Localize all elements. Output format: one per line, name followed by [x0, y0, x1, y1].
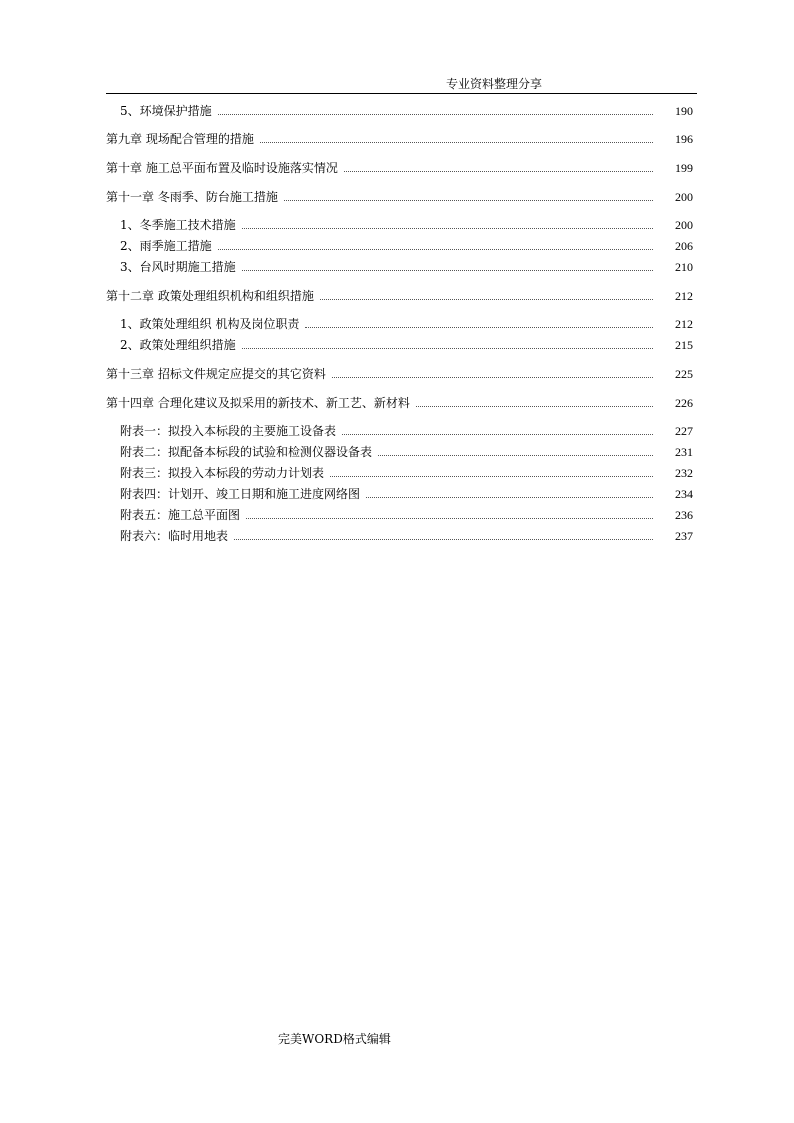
toc-entry[interactable]	[120, 315, 693, 331]
toc-entry-label: 附表四：计划开、竣工日期和施工进度网络图	[120, 487, 361, 501]
dot-leader	[284, 200, 653, 201]
dot-leader	[246, 518, 653, 519]
toc-entry-label: 第十一章 冬雨季、防台施工措施	[106, 190, 278, 204]
toc-entry[interactable]	[120, 506, 693, 522]
toc-entry[interactable]	[120, 422, 693, 438]
toc-entry-label: 2、政策处理组织措施	[120, 338, 236, 352]
toc-entry-label: 5、环境保护措施	[120, 104, 212, 118]
dot-leader	[344, 171, 653, 172]
toc-entry-label: 2、雨季施工措施	[120, 239, 212, 253]
toc-entry[interactable]	[106, 159, 693, 175]
toc-entry-label: 附表五：施工总平面图	[120, 508, 241, 522]
dot-leader	[332, 377, 653, 378]
toc-entry-label: 1、政策处理组织 机构及岗位职责	[120, 317, 300, 331]
toc-entry[interactable]	[120, 258, 693, 274]
dot-leader	[234, 539, 653, 540]
toc-page-number: 206	[675, 239, 693, 253]
toc-entry[interactable]	[120, 102, 693, 118]
toc-entry-label: 第十二章 政策处理组织机构和组织措施	[106, 289, 314, 303]
dot-leader	[242, 228, 653, 229]
toc-entry-label: 第九章 现场配合管理的措施	[106, 132, 254, 146]
toc-entry-label: 附表三：拟投入本标段的劳动力计划表	[120, 466, 325, 480]
toc-page-number: 227	[675, 424, 693, 438]
toc-entry-label: 附表二：拟配备本标段的试验和检测仪器设备表	[120, 445, 373, 459]
dot-leader	[218, 249, 653, 250]
toc-entry[interactable]	[120, 237, 693, 253]
dot-leader	[366, 497, 653, 498]
dot-leader	[218, 114, 653, 115]
toc-entry[interactable]	[106, 188, 693, 204]
dot-leader	[416, 406, 653, 407]
toc-entry-label: 附表一：拟投入本标段的主要施工设备表	[120, 424, 337, 438]
dot-leader	[342, 434, 653, 435]
toc-page-number: 199	[675, 161, 693, 175]
toc-page-number: 234	[675, 487, 693, 501]
toc-entry[interactable]	[120, 527, 693, 543]
toc-entry[interactable]	[120, 216, 693, 232]
header-rule	[106, 93, 697, 94]
toc-entry-label: 第十章 施工总平面布置及临时设施落实情况	[106, 161, 338, 175]
toc-entry[interactable]	[120, 336, 693, 352]
dot-leader	[242, 270, 653, 271]
toc-entry-label: 3、台风时期施工措施	[120, 260, 236, 274]
toc-page-number: 225	[675, 367, 693, 381]
running-footer: 完美WORD格式编辑	[278, 1032, 391, 1046]
dot-leader	[378, 455, 653, 456]
toc-entry-label: 第十四章 合理化建议及拟采用的新技术、新工艺、新材料	[106, 396, 410, 410]
dot-leader	[242, 348, 653, 349]
toc-entry-label: 第十三章 招标文件规定应提交的其它资料	[106, 367, 326, 381]
toc-page-number: 232	[675, 466, 693, 480]
toc-entry[interactable]	[106, 394, 693, 410]
toc-entry[interactable]	[106, 287, 693, 303]
toc-page-number: 200	[675, 218, 693, 232]
dot-leader	[330, 476, 653, 477]
dot-leader	[320, 299, 653, 300]
toc-page-number: 215	[675, 338, 693, 352]
dot-leader	[260, 142, 653, 143]
toc-page-number: 196	[675, 132, 693, 146]
toc-page-number: 210	[675, 260, 693, 274]
toc-page-number: 190	[675, 104, 693, 118]
running-header: 专业资料整理分享	[446, 77, 543, 91]
toc-entry[interactable]	[120, 485, 693, 501]
toc-page-number: 226	[675, 396, 693, 410]
dot-leader	[305, 327, 653, 328]
toc-entry[interactable]	[106, 365, 693, 381]
toc-page-number: 231	[675, 445, 693, 459]
toc-page-number: 212	[675, 289, 693, 303]
toc-entry[interactable]	[120, 464, 693, 480]
toc-page-number: 200	[675, 190, 693, 204]
toc-entry[interactable]	[106, 130, 693, 146]
toc-page-number: 236	[675, 508, 693, 522]
toc-entry[interactable]	[120, 443, 693, 459]
toc-page-number: 212	[675, 317, 693, 331]
toc-entry-label: 附表六：临时用地表	[120, 529, 229, 543]
toc-entry-label: 1、冬季施工技术措施	[120, 218, 236, 232]
toc-page-number: 237	[675, 529, 693, 543]
